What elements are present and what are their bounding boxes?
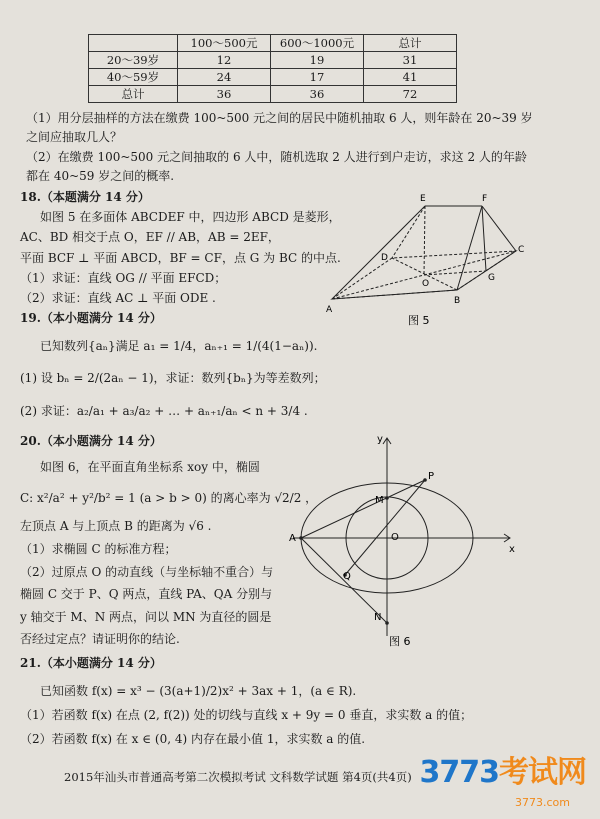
figure-point-label: O: [422, 279, 430, 289]
q20-part2-line4: 否经过定点？请证明你的结论.: [20, 632, 180, 646]
q18-part1: （1）求证：直线 OG // 平面 EFCD；: [20, 271, 227, 285]
figure-point-label: C: [518, 245, 525, 255]
table-row: [89, 86, 457, 103]
q17-part2-line1: （2）在缴费 100~500 元之间抽取的 6 人中，随机选取 2 人进行到户走访，求这 2 人的年龄: [26, 150, 527, 164]
q19-part1: (1) 设 bₙ = 2/(2aₙ − 1)，求证：数列{bₙ}为等差数列；: [20, 371, 326, 385]
table-cell: 600～1000元: [271, 35, 364, 52]
figure-point-label: M: [375, 495, 384, 506]
q21-part2: （2）若函数 f(x) 在 x ∈ (0, 4) 内存在最小值 1，求实数 a 的值.: [20, 732, 366, 746]
table-cell: 41: [364, 69, 457, 86]
figure-caption: 图 6: [389, 635, 411, 648]
table-row: [89, 52, 457, 69]
figure-point-label: E: [420, 194, 426, 204]
q20-heading: 20.（本小题满分 14 分）: [20, 434, 162, 448]
figure-point-label: y: [377, 434, 383, 445]
q21-part1: （1）若函数 f(x) 在点 (2, f(2)) 处的切线与直线 x + 9y = 0 垂直，求实数 a 的值；: [20, 708, 473, 722]
q20-part2-line2: 椭圆 C 交于 P、Q 两点，直线 PA、QA 分别与: [20, 587, 273, 601]
q20-line1: 如图 6，在平面直角坐标系 xoy 中，椭圆: [40, 460, 260, 474]
figure-point-label: G: [488, 273, 495, 283]
watermark-brand-text: 考试网: [499, 755, 586, 790]
q17-part2-line2: 都在 40~59 岁之间的概率.: [26, 169, 175, 183]
q18-line2: AC、BD 相交于点 O，EF // AB，AB = 2EF，: [20, 230, 280, 244]
table-cell: 40～59岁: [89, 69, 178, 86]
table-cell: 36: [271, 86, 364, 103]
table-header-row: [89, 35, 457, 52]
table-cell: 20～39岁: [89, 52, 178, 69]
table-row: [89, 69, 457, 86]
q18-line1: 如图 5 在多面体 ABCDEF 中，四边形 ABCD 是菱形，: [40, 210, 341, 224]
q18-line3: 平面 BCF ⊥ 平面 ABCD，BF = CF，点 G 为 BC 的中点.: [20, 251, 341, 265]
table-cell: 36: [178, 86, 271, 103]
q19-line1: 已知数列{aₙ}满足 a₁ = 1/4，aₙ₊₁ = 1/(4(1−aₙ)).: [40, 339, 318, 353]
figure-point-label: P: [428, 471, 435, 482]
figure-point-label: O: [391, 532, 399, 543]
q18-heading: 18.（本题满分 14 分）: [20, 190, 150, 204]
figure-caption: 图 5: [408, 314, 430, 327]
q21-heading: 21.（本小题满分 14 分）: [20, 656, 162, 670]
data-table: [88, 34, 457, 103]
figure-point-label: x: [509, 544, 515, 555]
figure-point-label: F: [482, 194, 488, 204]
q19-heading: 19.（本小题满分 14 分）: [20, 311, 162, 325]
page-footer: 2015年汕头市普通高考第二次模拟考试 文科数学试题 第4页(共4页): [64, 770, 412, 784]
figure-point-label: B: [454, 296, 461, 306]
figure-point-label: D: [381, 253, 388, 263]
figure-point-label: N: [374, 612, 382, 623]
table-cell: 24: [178, 69, 271, 86]
table-cell: [89, 35, 178, 52]
table-cell: 总计: [89, 86, 178, 103]
watermark-url: 3773.com: [515, 796, 570, 809]
figure-point-label: A: [289, 533, 296, 544]
q17-part1-line1: （1）用分层抽样的方法在缴费 100~500 元之间的居民中随机抽取 6 人，则年龄在 20~39 岁: [26, 111, 533, 125]
q18-part2: （2）求证：直线 AC ⊥ 平面 ODE .: [20, 291, 216, 305]
table-cell: 12: [178, 52, 271, 69]
q19-part2: (2) 求证：a₂/a₁ + a₃/a₂ + … + aₙ₊₁/aₙ < n + 3/4 .: [20, 404, 308, 418]
table-cell: 总计: [364, 35, 457, 52]
figure-6: [285, 430, 520, 652]
table-cell: 72: [364, 86, 457, 103]
q20-line3: 左顶点 A 与上顶点 B 的距离为 √6 .: [20, 519, 212, 533]
q20-part2-line3: y 轴交于 M、N 两点，问以 MN 为直径的圆是: [20, 610, 272, 624]
q20-part1: （1）求椭圆 C 的标准方程；: [20, 542, 177, 556]
q17-part1-line2: 之间应抽取几人？: [26, 130, 123, 144]
table-cell: 17: [271, 69, 364, 86]
table-cell: 31: [364, 52, 457, 69]
figure-5: [322, 190, 532, 330]
watermark-logo: [420, 747, 587, 791]
table-cell: 100～500元: [178, 35, 271, 52]
q20-part2-line1: （2）过原点 O 的动直线（与坐标轴不重合）与: [20, 565, 274, 579]
q21-line1: 已知函数 f(x) = x³ − (3(a+1)/2)x² + 3ax + 1，(a ∈ R).: [40, 684, 357, 698]
watermark-brand-number: 3773: [419, 755, 499, 790]
figure-point-label: A: [326, 305, 333, 315]
q20-line2: C: x²/a² + y²/b² = 1 (a > b > 0) 的离心率为 √2/2 ，: [20, 491, 318, 505]
table-cell: 19: [271, 52, 364, 69]
figure-point-label: Q: [343, 571, 351, 582]
